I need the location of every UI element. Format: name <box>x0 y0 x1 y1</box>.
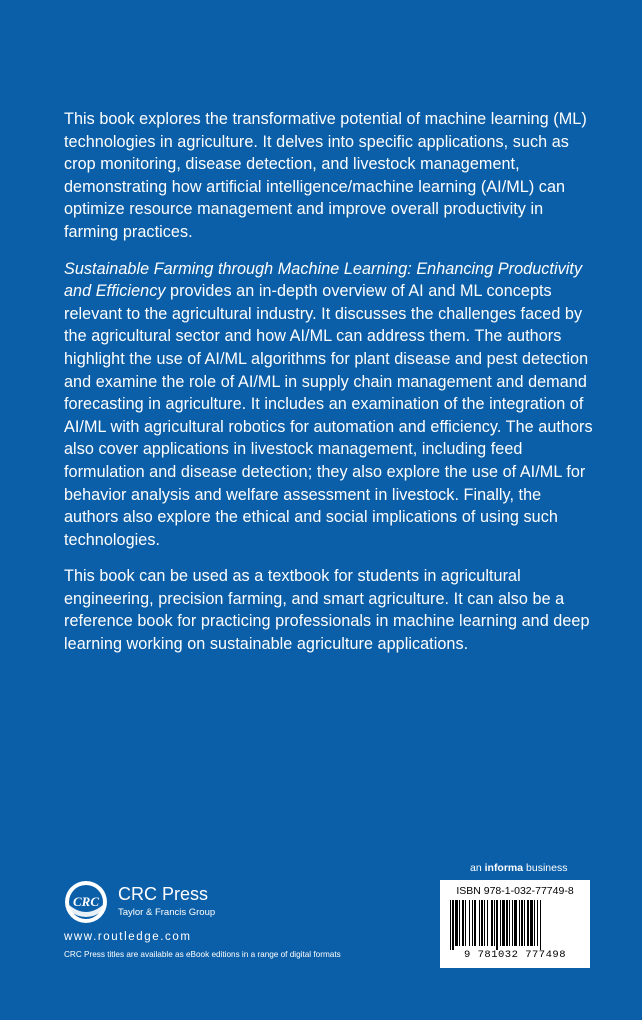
informa-brand: informa <box>484 862 524 874</box>
informa-business-tagline <box>470 862 567 874</box>
barcode-bars <box>446 900 584 950</box>
blurb-paragraph-2 <box>64 258 594 552</box>
ebook-availability-note: CRC Press titles are available as eBook editions in a range of digital formats <box>64 950 341 959</box>
book-title-italic: Sustainable Farming through Machine Learning: Enhancing Productivity and Efficiency <box>64 259 583 301</box>
back-cover-blurb <box>64 108 594 670</box>
crc-logo-text: CRC <box>72 894 100 909</box>
isbn-label: ISBN 978-1-032-77749-8 <box>456 885 574 897</box>
publisher-name: CRC Press <box>118 884 209 904</box>
blurb-paragraph-2-body: provides an in-depth overview of AI and ML concepts relevant to the agricultural industry. It discusses the challenges faced by the agricultural sector and how AI/ML can address them. The authors highlight the use of AI/ML algorithms for plant disease and pest detection and examine the role of AI/ML in supply chain management and demand forecasting in agriculture. It includes an examination of the integration of AI/ML with agricultural robotics for automation and efficiency. The authors also cover applications in livestock management, including feed formulation and disease detection; they also explore the use of AI/ML for behavior analysis and welfare assessment in livestock. Finally, the authors also explore the ethical and social implications of using such technologies. <box>64 282 593 549</box>
barcode-digits: 9 781032 777498 <box>463 949 566 961</box>
blurb-paragraph-3: This book can be used as a textbook for students in agricultural engineering, precision farming, and smart agriculture. It can also be a reference book for practicing professionals in machine learning and deep learning working on sustainable agriculture applications. <box>64 567 590 654</box>
crc-press-logo <box>64 880 108 924</box>
publisher-website[interactable]: www.routledge.com <box>64 931 192 943</box>
informa-prefix: an <box>470 862 485 874</box>
informa-suffix: business <box>523 862 568 874</box>
blurb-paragraph-1: This book explores the transformative potential of machine learning (ML) technologies in agriculture. It delves into specific applications, such as crop monitoring, disease detection, and livestock management, demonstrating how artificial intelligence/machine learning (AI/ML) can optimize resource management and improve overall productivity in farming practices. <box>64 110 587 241</box>
isbn-barcode <box>440 880 590 968</box>
publisher-group: Taylor & Francis Group <box>118 907 216 918</box>
